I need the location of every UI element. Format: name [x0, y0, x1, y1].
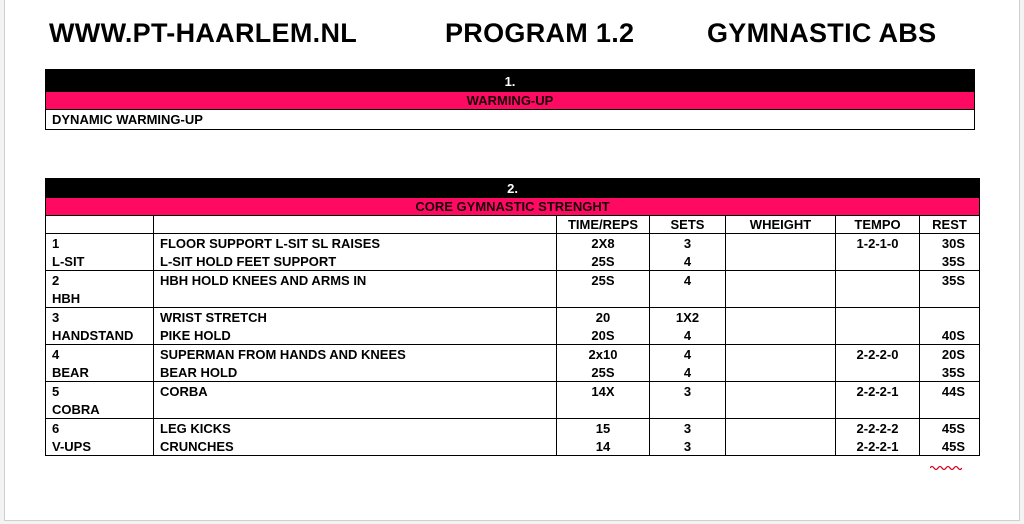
- table-row: [46, 252, 980, 271]
- program-name: GYMNASTIC ABS: [707, 18, 937, 48]
- cell-time-reps: 25S: [557, 271, 650, 290]
- cell-tempo: 2-2-2-1: [836, 437, 920, 456]
- cell-time-reps: 15: [557, 419, 650, 438]
- cell-weight: [726, 326, 836, 345]
- cell-tempo: 2-2-2-1: [836, 382, 920, 401]
- cell-weight: [726, 345, 836, 364]
- cell-time-reps: [557, 289, 650, 308]
- cell-tempo: [836, 252, 920, 271]
- warmup-table: [45, 69, 975, 130]
- section-title: CORE GYMNASTIC STRENGHT: [46, 198, 980, 216]
- cell-rest: 40S: [920, 326, 980, 345]
- cell-number: 1: [46, 234, 154, 253]
- warmup-item: DYNAMIC WARMING-UP: [46, 110, 975, 130]
- cell-number: 6: [46, 419, 154, 438]
- cell-sets: 4: [650, 345, 726, 364]
- cell-number: 3: [46, 308, 154, 327]
- cell-number: 2: [46, 271, 154, 290]
- cell-rest: [920, 289, 980, 308]
- table-row: [46, 289, 980, 308]
- cell-time-reps: [557, 400, 650, 419]
- cell-number: BEAR: [46, 363, 154, 382]
- cell-sets: 3: [650, 419, 726, 438]
- col-time-reps: TIME/REPS: [557, 216, 650, 234]
- cell-exercise: BEAR HOLD: [154, 363, 557, 382]
- cell-number: 4: [46, 345, 154, 364]
- cell-exercise: FLOOR SUPPORT L-SIT SL RAISES: [154, 234, 557, 253]
- cell-sets: 4: [650, 252, 726, 271]
- cell-exercise: L-SIT HOLD FEET SUPPORT: [154, 252, 557, 271]
- cell-tempo: 2-2-2-0: [836, 345, 920, 364]
- spellcheck-underline: [930, 465, 962, 471]
- table-row: [46, 419, 980, 438]
- cell-weight: [726, 419, 836, 438]
- cell-time-reps: 14: [557, 437, 650, 456]
- cell-weight: [726, 289, 836, 308]
- cell-sets: [650, 289, 726, 308]
- cell-rest: 35S: [920, 252, 980, 271]
- cell-tempo: [836, 326, 920, 345]
- cell-tempo: [836, 363, 920, 382]
- cell-time-reps: 20S: [557, 326, 650, 345]
- table-row: [46, 345, 980, 364]
- cell-sets: 3: [650, 437, 726, 456]
- column-header-row: [46, 216, 980, 234]
- cell-sets: 4: [650, 363, 726, 382]
- table-row: [46, 308, 980, 327]
- cell-tempo: 2-2-2-2: [836, 419, 920, 438]
- cell-exercise: CRUNCHES: [154, 437, 557, 456]
- cell-sets: 4: [650, 326, 726, 345]
- cell-number: V-UPS: [46, 437, 154, 456]
- cell-weight: [726, 363, 836, 382]
- cell-rest: [920, 400, 980, 419]
- cell-rest: 45S: [920, 437, 980, 456]
- cell-weight: [726, 400, 836, 419]
- table-row: [46, 400, 980, 419]
- cell-weight: [726, 437, 836, 456]
- cell-exercise: SUPERMAN FROM HANDS AND KNEES: [154, 345, 557, 364]
- site-url: WWW.PT-HAARLEM.NL: [49, 18, 358, 48]
- col-rest: REST: [920, 216, 980, 234]
- exercise-table: [45, 178, 980, 456]
- cell-weight: [726, 234, 836, 253]
- cell-rest: 45S: [920, 419, 980, 438]
- cell-time-reps: 14X: [557, 382, 650, 401]
- cell-weight: [726, 252, 836, 271]
- cell-time-reps: 25S: [557, 363, 650, 382]
- cell-tempo: 1-2-1-0: [836, 234, 920, 253]
- cell-tempo: [836, 289, 920, 308]
- cell-number: HANDSTAND: [46, 326, 154, 345]
- cell-sets: 1X2: [650, 308, 726, 327]
- section-title: WARMING-UP: [46, 92, 975, 110]
- section-number: 1.: [46, 70, 975, 93]
- table-row: [46, 326, 980, 345]
- cell-weight: [726, 271, 836, 290]
- cell-rest: 35S: [920, 271, 980, 290]
- cell-exercise: CORBA: [154, 382, 557, 401]
- cell-rest: 35S: [920, 363, 980, 382]
- cell-exercise: [154, 289, 557, 308]
- table-row: [46, 271, 980, 290]
- cell-exercise: [154, 400, 557, 419]
- cell-time-reps: 2X8: [557, 234, 650, 253]
- cell-number: 5: [46, 382, 154, 401]
- cell-rest: 30S: [920, 234, 980, 253]
- section-number: 2.: [46, 179, 980, 199]
- table-row: [46, 382, 980, 401]
- cell-exercise: LEG KICKS: [154, 419, 557, 438]
- cell-number: HBH: [46, 289, 154, 308]
- cell-tempo: [836, 400, 920, 419]
- cell-rest: 20S: [920, 345, 980, 364]
- cell-exercise: PIKE HOLD: [154, 326, 557, 345]
- cell-number: L-SIT: [46, 252, 154, 271]
- cell-sets: 4: [650, 271, 726, 290]
- cell-exercise: WRIST STRETCH: [154, 308, 557, 327]
- cell-exercise: HBH HOLD KNEES AND ARMS IN: [154, 271, 557, 290]
- document-title: [49, 18, 979, 52]
- col-exercise: [154, 216, 557, 234]
- cell-tempo: [836, 271, 920, 290]
- cell-sets: [650, 400, 726, 419]
- table-row: [46, 234, 980, 253]
- cell-tempo: [836, 308, 920, 327]
- cell-sets: 3: [650, 382, 726, 401]
- table-row: [46, 437, 980, 456]
- cell-number: COBRA: [46, 400, 154, 419]
- col-sets: SETS: [650, 216, 726, 234]
- cell-rest: [920, 308, 980, 327]
- table-row: [46, 363, 980, 382]
- cell-weight: [726, 308, 836, 327]
- col-weight: WHEIGHT: [726, 216, 836, 234]
- col-tempo: TEMPO: [836, 216, 920, 234]
- cell-weight: [726, 382, 836, 401]
- cell-sets: 3: [650, 234, 726, 253]
- cell-time-reps: 20: [557, 308, 650, 327]
- col-number: [46, 216, 154, 234]
- program-number: PROGRAM 1.2: [445, 18, 635, 48]
- cell-rest: 44S: [920, 382, 980, 401]
- cell-time-reps: 2x10: [557, 345, 650, 364]
- cell-time-reps: 25S: [557, 252, 650, 271]
